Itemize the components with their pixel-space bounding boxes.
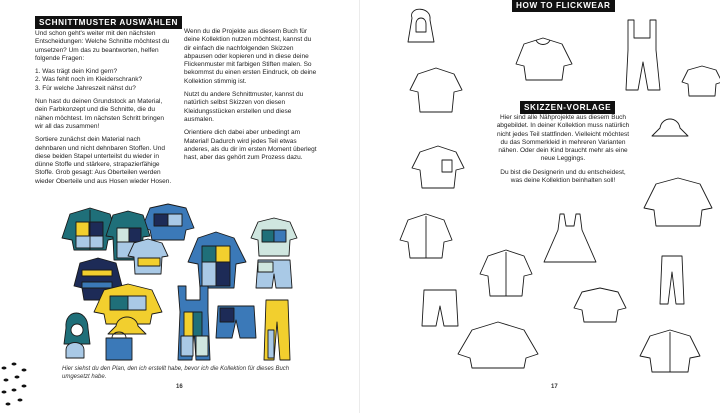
page-number-right: 17	[551, 384, 558, 390]
sweater-sketch	[458, 322, 538, 368]
left-heading: SCHNITTMUSTER AUSWÄHLEN	[35, 16, 182, 29]
shorts-sketch	[422, 290, 458, 326]
leggings-illustration	[264, 300, 290, 360]
bag-illustration	[106, 332, 132, 360]
cardigan-sketch	[640, 330, 700, 372]
question-item: 1. Was trägt dein Kind gern?	[35, 68, 118, 76]
paragraph: Orientiere dich dabei aber unbedingt am Material! Dadurch wird jedes Teil etwas anderes, als du dir im ersten Moment überlegt hast, aber das gehört zum Prozess dazu.	[184, 129, 317, 162]
right-heading: HOW TO FLICKWEAR	[512, 0, 615, 12]
sketch-templates	[360, 0, 720, 413]
intro-paragraph: Und schon geht's weiter mit den nächsten Entscheidungen: Welche Schnitte möchtest du umsetzen? Um das zu beantworten, helfen folgende Fragen:	[35, 30, 170, 62]
pants-illustration	[216, 306, 256, 338]
sweater-sketch	[516, 38, 572, 80]
right-page	[360, 0, 720, 413]
paragraph: Sortiere zunächst dein Material nach dehnbaren und nicht dehnbaren Stoffen. Und diese beiden Stapel unterteilst du wieder in dünne Stoffe und stärkere, strapazierfähige Stoffe. Grob gesagt: Aus Oberteilen werden wieder Oberteile und aus Hosen wieder Hosen.	[35, 136, 172, 185]
paragraph: Wenn du die Projekte aus diesem Buch für deine Kollektion nutzen möchtest, kannst du dir einfach die nachfolgenden Skizzen abpausen oder kopieren und in diese deine Flickenmuster mit farbigen Stiften malen. So bekommst du einen ersten Eindruck, ob deine Kollektion stimmig ist.	[184, 28, 317, 85]
tee-illustration	[251, 218, 297, 256]
plan-caption: Hier siehst du den Plan, den ich erstellt habe, bevor ich die Kollektion für dieses Buch umgesetzt habe.	[62, 366, 290, 380]
overalls-sketch	[626, 20, 660, 90]
tee-sketch	[682, 66, 720, 96]
paragraph: Hier sind alle Nähprojekte aus diesem Buch abgebildet. In deiner Kollektion muss natürlich nicht jedes Teil stattfinden. Vielleicht möchtest du das Sommerkleid in mehreren Varianten nähen. Oder dein Kind braucht mehr als eine neue Leggings.	[496, 114, 630, 163]
dress-sketch	[544, 214, 596, 262]
tee-illustration	[128, 239, 168, 274]
overalls-illustration	[178, 286, 210, 360]
tee-sketch	[410, 68, 462, 112]
paragraph: Du bist die Designerin und du entscheidest, was deine Kollektion beinhalten soll!	[500, 168, 626, 185]
sweater-sketch	[574, 288, 626, 322]
shorts-illustration	[256, 260, 292, 288]
sweater-sketch	[644, 178, 712, 226]
bucket-hat-sketch	[652, 119, 688, 136]
paragraph: Nun hast du deinen Grundstock an Material, dein Farbkonzept und die Schnitte, die du nähen möchtest. Im nächsten Schritt bringen wir all das zusammen!	[35, 98, 164, 130]
hat-illustration	[64, 313, 90, 344]
page-number-left: 16	[176, 384, 183, 390]
hood-sketch	[408, 9, 434, 42]
decorative-dots	[0, 360, 30, 413]
question-item: 2. Was fehlt noch im Kleiderschrank?	[35, 76, 143, 84]
paragraph: Nutzt du andere Schnittmuster, kannst du natürlich selbst Skizzen von diesen Kleidungsstücken erstellen und diese ausmalen.	[184, 91, 304, 123]
question-item: 3. Für welche Jahreszeit nähst du?	[35, 84, 136, 92]
hood-illustration	[66, 343, 84, 359]
leggings-sketch	[660, 256, 684, 304]
top-sketch	[412, 146, 464, 188]
sketch-template-heading: SKIZZEN-VORLAGE	[520, 101, 615, 114]
jacket-sketch	[480, 250, 532, 296]
cardigan-sketch	[400, 214, 452, 258]
patchwork-jacket-illustration	[188, 232, 246, 288]
